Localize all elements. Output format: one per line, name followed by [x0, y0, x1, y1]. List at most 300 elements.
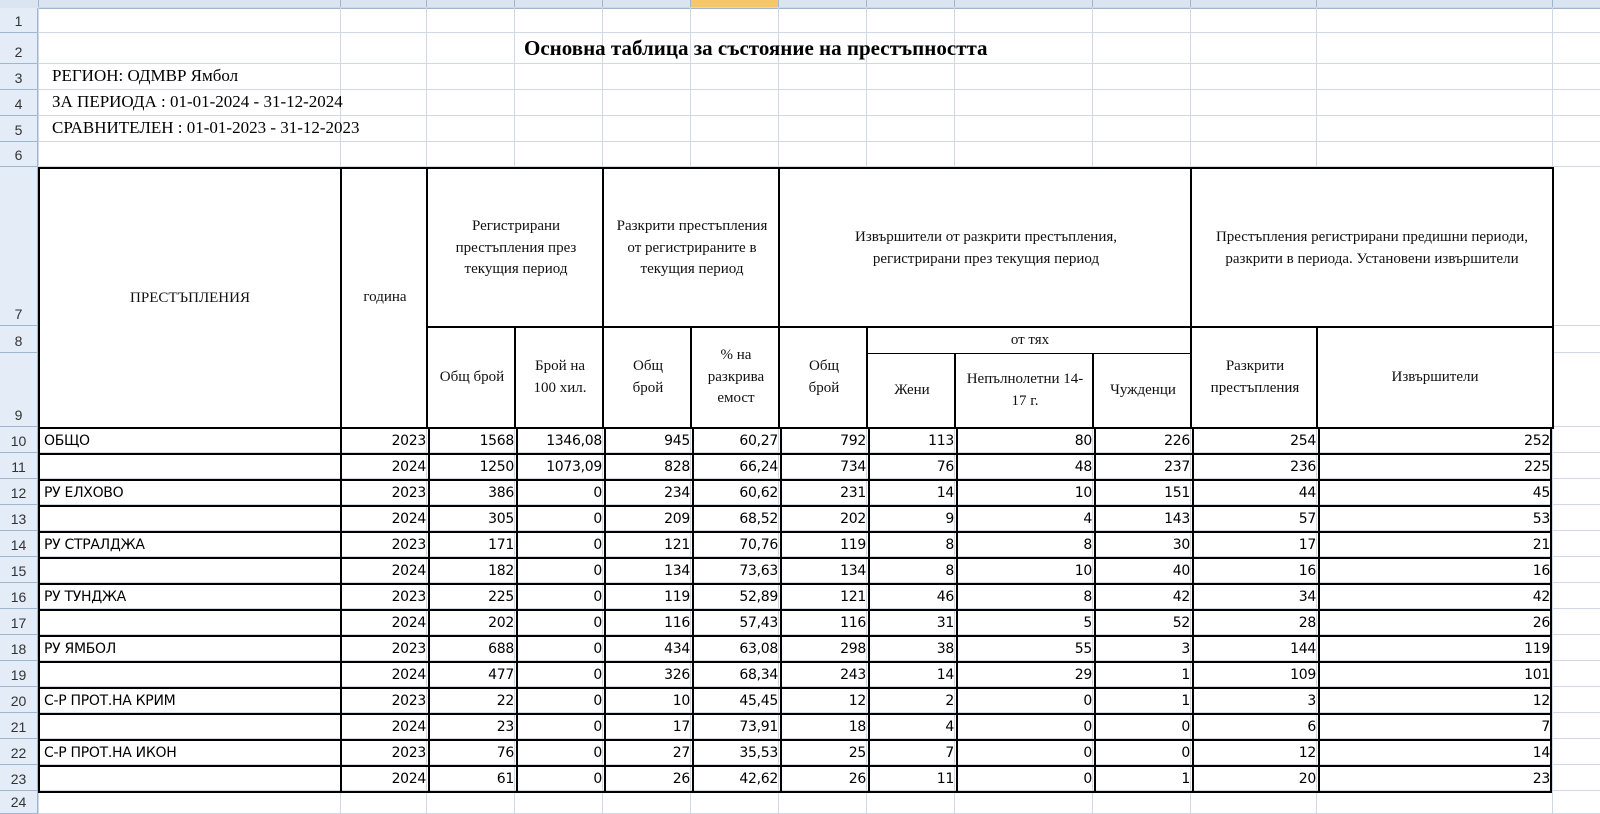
header-solved-group[interactable]: Разкрити престъпления от регистрираните в текущия период — [602, 169, 780, 328]
cell-border — [780, 559, 782, 583]
registered-per-100k-cell[interactable]: 0 — [593, 693, 602, 709]
previous-perpetrators-cell[interactable]: 14 — [1532, 745, 1550, 761]
previous-perpetrators-cell[interactable]: 26 — [1532, 615, 1550, 631]
row-header[interactable]: 16 — [0, 583, 38, 609]
row-label[interactable] — [40, 715, 342, 739]
row-header[interactable]: 8 — [0, 326, 38, 353]
minors-cell[interactable]: 55 — [1074, 641, 1092, 657]
row-header[interactable]: 4 — [0, 90, 38, 116]
row-label[interactable] — [40, 663, 342, 687]
solved-total-cell[interactable]: 26 — [672, 771, 690, 787]
registered-per-100k-cell[interactable]: 0 — [593, 719, 602, 735]
registered-total-cell[interactable]: 1568 — [479, 433, 514, 449]
cell-border — [868, 637, 870, 661]
row-label[interactable]: ОБЩО — [44, 433, 90, 449]
cell-border — [428, 611, 430, 635]
women-cell[interactable]: 14 — [936, 485, 954, 501]
cell-border — [340, 767, 342, 791]
row-label[interactable] — [40, 559, 342, 583]
cell-border — [428, 715, 430, 739]
foreigners-cell[interactable]: 0 — [1181, 719, 1190, 735]
cell-border — [1318, 481, 1320, 505]
row-header[interactable]: 12 — [0, 479, 38, 505]
registered-per-100k-cell[interactable]: 0 — [593, 745, 602, 761]
solved-percent-cell[interactable]: 52,89 — [739, 589, 778, 605]
cell-border — [340, 689, 342, 713]
cell-border — [868, 663, 870, 687]
row-label[interactable] — [40, 507, 342, 531]
year-cell[interactable]: 2023 — [391, 433, 426, 449]
solved-total-cell[interactable]: 121 — [664, 537, 690, 553]
cell-border — [1318, 767, 1320, 791]
row-header[interactable]: 6 — [0, 142, 38, 167]
previous-perpetrators-cell[interactable]: 7 — [1541, 719, 1550, 735]
cell-border — [1094, 533, 1096, 557]
perpetrators-total-cell[interactable]: 119 — [840, 537, 866, 553]
previous-perpetrators-cell[interactable]: 21 — [1532, 537, 1550, 553]
cell-border — [604, 559, 606, 583]
perpetrators-total-cell[interactable]: 231 — [840, 485, 866, 501]
registered-per-100k-cell[interactable]: 0 — [593, 485, 602, 501]
foreigners-cell[interactable]: 42 — [1172, 589, 1190, 605]
row-header[interactable]: 9 — [0, 353, 38, 427]
previous-solved-cell[interactable]: 17 — [1298, 537, 1316, 553]
year-cell[interactable]: 2024 — [391, 511, 426, 527]
cell-border — [516, 689, 518, 713]
row-header[interactable]: 11 — [0, 453, 38, 479]
registered-per-100k-cell[interactable]: 0 — [593, 511, 602, 527]
header-perpetrators-group[interactable]: Извършители от разкрити престъпления, регистрирани през текущия период — [778, 169, 1192, 328]
row-label[interactable]: РУ СТРАЛДЖА — [44, 537, 145, 553]
solved-total-cell[interactable]: 326 — [664, 667, 690, 683]
header-previous-periods-group[interactable]: Престъпления регистрирани предишни периоди, разкрити в периода. Установени извършители — [1190, 169, 1552, 328]
registered-total-cell[interactable]: 171 — [488, 537, 514, 553]
minors-cell[interactable]: 8 — [1083, 537, 1092, 553]
cell-border — [516, 715, 518, 739]
cell-border — [604, 689, 606, 713]
women-cell[interactable]: 11 — [936, 771, 954, 787]
cell-border — [1094, 559, 1096, 583]
women-cell[interactable]: 2 — [945, 693, 954, 709]
gridline-horizontal — [38, 141, 1600, 142]
solved-percent-cell[interactable]: 70,76 — [739, 537, 778, 553]
previous-perpetrators-cell[interactable]: 53 — [1532, 511, 1550, 527]
previous-perpetrators-cell[interactable]: 119 — [1524, 641, 1550, 657]
previous-perpetrators-cell[interactable]: 16 — [1532, 563, 1550, 579]
row-header[interactable]: 14 — [0, 531, 38, 557]
cell-border — [780, 585, 782, 609]
cell-border — [428, 481, 430, 505]
header-perpetrators-total[interactable]: Общ брой — [778, 326, 868, 427]
perpetrators-total-cell[interactable]: 26 — [848, 771, 866, 787]
cell-border — [1192, 429, 1194, 453]
row-header[interactable]: 24 — [0, 791, 38, 814]
minors-cell[interactable]: 0 — [1083, 771, 1092, 787]
year-cell[interactable]: 2023 — [391, 745, 426, 761]
row-header[interactable]: 1 — [0, 8, 38, 33]
row-header[interactable]: 15 — [0, 557, 38, 583]
previous-solved-cell[interactable]: 109 — [1290, 667, 1316, 683]
solved-percent-cell[interactable]: 42,62 — [739, 771, 778, 787]
solved-percent-cell[interactable]: 68,52 — [739, 511, 778, 527]
year-cell[interactable]: 2023 — [391, 537, 426, 553]
solved-total-cell[interactable]: 17 — [672, 719, 690, 735]
cell-border — [780, 637, 782, 661]
cell-border — [340, 741, 342, 765]
row-header[interactable]: 13 — [0, 505, 38, 531]
registered-per-100k-cell[interactable]: 0 — [593, 589, 602, 605]
registered-total-cell[interactable]: 23 — [496, 719, 514, 735]
solved-percent-cell[interactable]: 68,34 — [739, 667, 778, 683]
cell-border — [868, 611, 870, 635]
comparative-period-label[interactable]: СРАВНИТЕЛЕН : 01-01-2023 - 31-12-2023 — [52, 118, 360, 137]
year-cell[interactable]: 2023 — [391, 641, 426, 657]
registered-total-cell[interactable]: 61 — [496, 771, 514, 787]
registered-per-100k-cell[interactable]: 0 — [593, 641, 602, 657]
previous-solved-cell[interactable]: 3 — [1307, 693, 1316, 709]
header-registered-per-100k[interactable]: Брой на 100 хил. — [514, 326, 604, 427]
cell-border — [340, 481, 342, 505]
perpetrators-total-cell[interactable]: 202 — [840, 511, 866, 527]
registered-total-cell[interactable]: 305 — [488, 511, 514, 527]
registered-total-cell[interactable]: 688 — [488, 641, 514, 657]
women-cell[interactable]: 14 — [936, 667, 954, 683]
cell-border — [956, 455, 958, 479]
cell-border — [692, 767, 694, 791]
solved-total-cell[interactable]: 116 — [664, 615, 690, 631]
cell-border — [428, 741, 430, 765]
minors-cell[interactable]: 8 — [1083, 589, 1092, 605]
row-label[interactable]: С-Р ПРОТ.НА ИКОН — [44, 745, 177, 761]
minors-cell[interactable]: 29 — [1074, 667, 1092, 683]
solved-percent-cell[interactable]: 35,53 — [739, 745, 778, 761]
foreigners-cell[interactable]: 30 — [1172, 537, 1190, 553]
previous-solved-cell[interactable]: 57 — [1298, 511, 1316, 527]
cell-border — [956, 507, 958, 531]
cell-border — [516, 455, 518, 479]
registered-per-100k-cell[interactable]: 1073,09 — [546, 459, 602, 475]
perpetrators-total-cell[interactable]: 116 — [840, 615, 866, 631]
previous-solved-cell[interactable]: 44 — [1298, 485, 1316, 501]
header-previous-solved[interactable]: Разкрити престъпления — [1190, 326, 1318, 427]
cell-border — [1192, 533, 1194, 557]
row-header[interactable]: 23 — [0, 765, 38, 791]
period-label[interactable]: ЗА ПЕРИОДА : 01-01-2024 - 31-12-2024 — [52, 92, 343, 111]
cell-border — [868, 429, 870, 453]
cell-border — [428, 689, 430, 713]
previous-perpetrators-cell[interactable]: 45 — [1532, 485, 1550, 501]
year-cell[interactable]: 2023 — [391, 485, 426, 501]
foreigners-cell[interactable]: 1 — [1181, 771, 1190, 787]
header-foreigners[interactable]: Чужденци — [1092, 353, 1192, 427]
cell-border — [868, 481, 870, 505]
perpetrators-total-cell[interactable]: 792 — [840, 433, 866, 449]
row-label[interactable]: РУ ЯМБОЛ — [44, 641, 116, 657]
cell-border — [780, 689, 782, 713]
registered-total-cell[interactable]: 477 — [488, 667, 514, 683]
registered-total-cell[interactable]: 182 — [488, 563, 514, 579]
minors-cell[interactable]: 0 — [1083, 719, 1092, 735]
header-year[interactable]: година — [340, 169, 428, 427]
women-cell[interactable]: 46 — [936, 589, 954, 605]
cell-border — [1318, 663, 1320, 687]
cell-border — [604, 429, 606, 453]
row-label[interactable]: С-Р ПРОТ.НА КРИМ — [44, 693, 176, 709]
cell-border — [780, 663, 782, 687]
foreigners-cell[interactable]: 226 — [1164, 433, 1190, 449]
row-label[interactable] — [40, 455, 342, 479]
cell-border — [780, 481, 782, 505]
registered-per-100k-cell[interactable]: 0 — [593, 771, 602, 787]
cell-border — [516, 481, 518, 505]
women-cell[interactable]: 8 — [945, 537, 954, 553]
row-header[interactable]: 19 — [0, 661, 38, 687]
header-women[interactable]: Жени — [866, 353, 956, 427]
previous-solved-cell[interactable]: 12 — [1298, 745, 1316, 761]
foreigners-cell[interactable]: 3 — [1181, 641, 1190, 657]
cell-border — [1094, 481, 1096, 505]
women-cell[interactable]: 31 — [936, 615, 954, 631]
cell-border — [516, 585, 518, 609]
minors-cell[interactable]: 0 — [1083, 745, 1092, 761]
header-minors[interactable]: Непълнолетни 14-17 г. — [954, 353, 1094, 427]
row-header[interactable]: 22 — [0, 739, 38, 765]
perpetrators-total-cell[interactable]: 25 — [848, 745, 866, 761]
row-header[interactable]: 3 — [0, 64, 38, 90]
cell-border — [428, 767, 430, 791]
minors-cell[interactable]: 10 — [1074, 563, 1092, 579]
solved-percent-cell[interactable]: 45,45 — [739, 693, 778, 709]
registered-per-100k-cell[interactable]: 0 — [593, 563, 602, 579]
table-row — [38, 687, 1552, 713]
row-label[interactable] — [40, 767, 342, 791]
cell-border — [956, 715, 958, 739]
year-cell[interactable]: 2024 — [391, 563, 426, 579]
cell-border — [516, 559, 518, 583]
cell-border — [1192, 585, 1194, 609]
report-title[interactable]: Основна таблица за състояние на престъпността — [524, 36, 988, 60]
cell-border — [1192, 663, 1194, 687]
registered-total-cell[interactable]: 1250 — [479, 459, 514, 475]
foreigners-cell[interactable]: 1 — [1181, 693, 1190, 709]
solved-total-cell[interactable]: 234 — [664, 485, 690, 501]
foreigners-cell[interactable]: 151 — [1164, 485, 1190, 501]
foreigners-cell[interactable]: 237 — [1164, 459, 1190, 475]
solved-total-cell[interactable]: 209 — [664, 511, 690, 527]
row-header[interactable]: 20 — [0, 687, 38, 713]
foreigners-cell[interactable]: 52 — [1172, 615, 1190, 631]
year-cell[interactable]: 2024 — [391, 719, 426, 735]
year-cell[interactable]: 2024 — [391, 459, 426, 475]
row-header[interactable]: 2 — [0, 33, 38, 64]
header-crimes[interactable]: ПРЕСТЪПЛЕНИЯ — [130, 290, 250, 307]
registered-per-100k-cell[interactable]: 0 — [593, 667, 602, 683]
cell-border — [780, 507, 782, 531]
previous-solved-cell[interactable]: 28 — [1298, 615, 1316, 631]
solved-percent-cell[interactable]: 66,24 — [739, 459, 778, 475]
previous-solved-cell[interactable]: 20 — [1298, 771, 1316, 787]
women-cell[interactable]: 8 — [945, 563, 954, 579]
previous-solved-cell[interactable]: 16 — [1298, 563, 1316, 579]
cell-border — [516, 637, 518, 661]
previous-solved-cell[interactable]: 254 — [1290, 433, 1316, 449]
year-cell[interactable]: 2024 — [391, 615, 426, 631]
perpetrators-total-cell[interactable]: 12 — [848, 693, 866, 709]
row-label[interactable]: РУ ЕЛХОВО — [44, 485, 124, 501]
minors-cell[interactable]: 0 — [1083, 693, 1092, 709]
cell-border — [1094, 507, 1096, 531]
cell-border — [604, 455, 606, 479]
registered-total-cell[interactable]: 202 — [488, 615, 514, 631]
previous-solved-cell[interactable]: 34 — [1298, 589, 1316, 605]
registered-per-100k-cell[interactable]: 0 — [593, 537, 602, 553]
solved-total-cell[interactable]: 434 — [664, 641, 690, 657]
cell-border — [780, 455, 782, 479]
cell-border — [868, 689, 870, 713]
cell-border — [1094, 455, 1096, 479]
women-cell[interactable]: 38 — [936, 641, 954, 657]
women-cell[interactable]: 76 — [936, 459, 954, 475]
minors-cell[interactable]: 48 — [1074, 459, 1092, 475]
perpetrators-total-cell[interactable]: 298 — [840, 641, 866, 657]
row-header[interactable]: 7 — [0, 167, 38, 326]
solved-percent-cell[interactable]: 57,43 — [739, 615, 778, 631]
minors-cell[interactable]: 10 — [1074, 485, 1092, 501]
cell-border — [428, 429, 430, 453]
previous-solved-cell[interactable]: 236 — [1290, 459, 1316, 475]
header-of-them[interactable]: от тях — [866, 326, 1192, 354]
solved-total-cell[interactable]: 119 — [664, 589, 690, 605]
cell-border — [692, 559, 694, 583]
cell-border — [1318, 533, 1320, 557]
registered-total-cell[interactable]: 225 — [488, 589, 514, 605]
header-previous-perpetrators[interactable]: Извършители — [1316, 326, 1552, 427]
cell-border — [1192, 715, 1194, 739]
minors-cell[interactable]: 5 — [1083, 615, 1092, 631]
table-header — [38, 167, 1554, 429]
cell-border — [1318, 559, 1320, 583]
cell-border — [1318, 585, 1320, 609]
cell-border — [1094, 429, 1096, 453]
foreigners-cell[interactable]: 0 — [1181, 745, 1190, 761]
row-header[interactable]: 18 — [0, 635, 38, 661]
header-solved-percent[interactable]: % на разкрива емост — [690, 326, 780, 427]
cell-border — [604, 611, 606, 635]
solved-total-cell[interactable]: 134 — [664, 563, 690, 579]
cell-border — [604, 507, 606, 531]
cell-border — [692, 585, 694, 609]
cell-border — [428, 455, 430, 479]
cell-border — [516, 663, 518, 687]
previous-perpetrators-cell[interactable]: 42 — [1532, 589, 1550, 605]
minors-cell[interactable]: 80 — [1074, 433, 1092, 449]
year-cell[interactable]: 2024 — [391, 771, 426, 787]
solved-percent-cell[interactable]: 63,08 — [739, 641, 778, 657]
cell-border — [868, 559, 870, 583]
solved-percent-cell[interactable]: 73,91 — [739, 719, 778, 735]
cell-border — [604, 481, 606, 505]
previous-perpetrators-cell[interactable]: 12 — [1532, 693, 1550, 709]
header-registered-group[interactable]: Регистрирани престъпления през текущия период — [426, 169, 604, 328]
cell-border — [956, 559, 958, 583]
header-registered-total[interactable]: Общ брой — [426, 326, 516, 427]
cell-border — [868, 507, 870, 531]
table-row — [38, 635, 1552, 661]
registered-total-cell[interactable]: 386 — [488, 485, 514, 501]
table-row — [38, 505, 1552, 531]
solved-total-cell[interactable]: 10 — [672, 693, 690, 709]
registered-per-100k-cell[interactable]: 1346,08 — [546, 433, 602, 449]
perpetrators-total-cell[interactable]: 134 — [840, 563, 866, 579]
solved-percent-cell[interactable]: 60,27 — [739, 433, 778, 449]
cell-border — [868, 741, 870, 765]
cell-border — [692, 741, 694, 765]
previous-solved-cell[interactable]: 144 — [1290, 641, 1316, 657]
registered-total-cell[interactable]: 22 — [496, 693, 514, 709]
row-header[interactable]: 17 — [0, 609, 38, 635]
table-row — [38, 557, 1552, 583]
row-label[interactable]: РУ ТУНДЖА — [44, 589, 126, 605]
year-cell[interactable]: 2023 — [391, 693, 426, 709]
previous-perpetrators-cell[interactable]: 225 — [1524, 459, 1550, 475]
women-cell[interactable]: 113 — [928, 433, 954, 449]
women-cell[interactable]: 4 — [945, 719, 954, 735]
cell-border — [428, 533, 430, 557]
row-label[interactable] — [40, 611, 342, 635]
women-cell[interactable]: 7 — [945, 745, 954, 761]
solved-percent-cell[interactable]: 73,63 — [739, 563, 778, 579]
previous-perpetrators-cell[interactable]: 252 — [1524, 433, 1550, 449]
gridline-horizontal — [38, 32, 1600, 33]
solved-percent-cell[interactable]: 60,62 — [739, 485, 778, 501]
row-header[interactable]: 10 — [0, 427, 38, 453]
year-cell[interactable]: 2024 — [391, 667, 426, 683]
perpetrators-total-cell[interactable]: 18 — [848, 719, 866, 735]
solved-total-cell[interactable]: 945 — [664, 433, 690, 449]
perpetrators-total-cell[interactable]: 243 — [840, 667, 866, 683]
previous-solved-cell[interactable]: 6 — [1307, 719, 1316, 735]
foreigners-cell[interactable]: 40 — [1172, 563, 1190, 579]
foreigners-cell[interactable]: 143 — [1164, 511, 1190, 527]
row-header[interactable]: 21 — [0, 713, 38, 739]
cell-border — [692, 689, 694, 713]
solved-total-cell[interactable]: 27 — [672, 745, 690, 761]
region-label[interactable]: РЕГИОН: ОДМВР Ямбол — [52, 66, 239, 85]
women-cell[interactable]: 9 — [945, 511, 954, 527]
header-solved-total[interactable]: Общ брой — [602, 326, 692, 427]
cell-border — [956, 481, 958, 505]
table-row — [38, 609, 1552, 635]
cell-border — [1318, 455, 1320, 479]
cell-border — [1094, 715, 1096, 739]
row-header[interactable]: 5 — [0, 116, 38, 142]
perpetrators-total-cell[interactable]: 121 — [840, 589, 866, 605]
year-cell[interactable]: 2023 — [391, 589, 426, 605]
gridline-horizontal — [38, 63, 1600, 64]
table-row — [38, 479, 1552, 505]
registered-total-cell[interactable]: 76 — [496, 745, 514, 761]
registered-per-100k-cell[interactable]: 0 — [593, 615, 602, 631]
cell-border — [340, 611, 342, 635]
perpetrators-total-cell[interactable]: 734 — [840, 459, 866, 475]
previous-perpetrators-cell[interactable]: 101 — [1524, 667, 1550, 683]
foreigners-cell[interactable]: 1 — [1181, 667, 1190, 683]
cell-border — [604, 585, 606, 609]
solved-total-cell[interactable]: 828 — [664, 459, 690, 475]
minors-cell[interactable]: 4 — [1083, 511, 1092, 527]
table-row — [38, 661, 1552, 687]
previous-perpetrators-cell[interactable]: 23 — [1532, 771, 1550, 787]
